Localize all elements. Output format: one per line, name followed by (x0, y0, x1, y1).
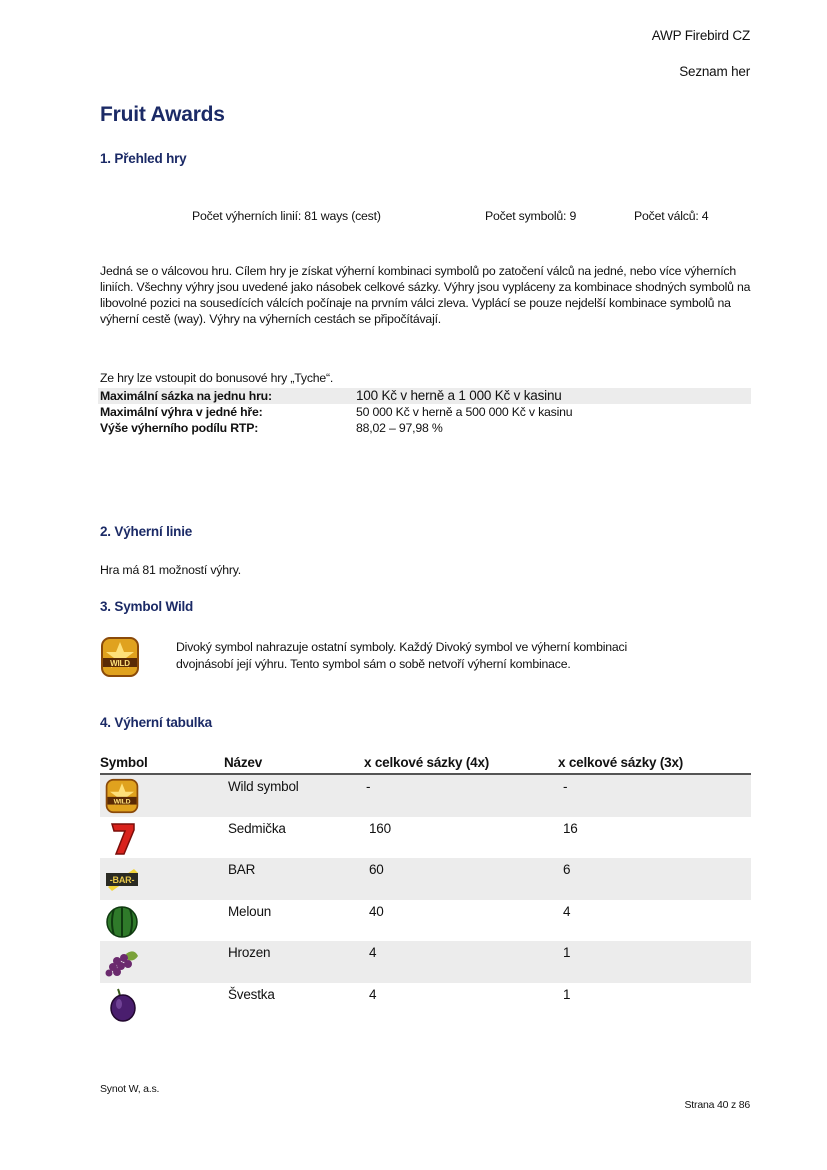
stat-reels: Počet válců: 4 (634, 209, 709, 223)
payout-4x: - (366, 779, 371, 794)
stat-lines: Počet výherních linií: 81 ways (cest) (192, 209, 381, 223)
fact-label: Maximální výhra v jedné hře: (100, 405, 263, 419)
payout-4x: 60 (369, 862, 384, 877)
table-row (100, 817, 751, 859)
fact-rtp (98, 420, 751, 436)
column-header-name: Název (224, 755, 263, 770)
payout-3x: 4 (563, 904, 571, 919)
payout-4x: 40 (369, 904, 384, 919)
payout-3x: 1 (563, 945, 571, 960)
seven-icon (104, 820, 140, 856)
payout-4x: 4 (369, 987, 377, 1002)
section-heading-wild: 3. Symbol Wild (100, 599, 194, 614)
footer-company: Synot W, a.s. (100, 1083, 160, 1095)
plum-icon (104, 986, 140, 1022)
table-row (100, 775, 751, 817)
fact-value: 100 Kč v herně a 1 000 Kč v kasinu (356, 388, 562, 403)
symbol-name: Hrozen (228, 945, 271, 960)
payout-4x: 4 (369, 945, 377, 960)
svg-text:WILD: WILD (110, 659, 130, 668)
paytable-header (100, 754, 751, 775)
symbol-name: Wild symbol (228, 779, 299, 794)
page-number: Strana 40 z 86 (684, 1099, 750, 1111)
section-heading-lines: 2. Výherní linie (100, 524, 193, 539)
symbol-name: Meloun (228, 904, 272, 919)
melon-icon (104, 903, 140, 939)
table-row (100, 900, 751, 942)
table-row (100, 941, 751, 983)
wild-description-line: Divoký symbol nahrazuje ostatní symboly. Každý Divoký symbol ve výherní kombinaci (176, 640, 628, 654)
wild-icon (104, 778, 140, 814)
payout-3x: 1 (563, 987, 571, 1002)
fact-value: 50 000 Kč v herně a 500 000 Kč v kasinu (356, 405, 573, 419)
section-heading-paytable: 4. Výherní tabulka (100, 715, 212, 730)
fact-max-bet (98, 388, 751, 404)
header-company: AWP Firebird CZ (651, 28, 750, 43)
bonus-text: Ze hry lze vstoupit do bonusové hry „Tyche“. (100, 371, 334, 385)
fact-value: 88,02 – 97,98 % (356, 421, 443, 435)
header-subtitle: Seznam her (679, 64, 750, 79)
payout-4x: 160 (369, 821, 391, 836)
column-header-x3: x celkové sázky (3x) (558, 755, 684, 770)
fact-label: Maximální sázka na jednu hru: (100, 389, 272, 403)
svg-text:WILD: WILD (113, 798, 131, 806)
lines-text: Hra má 81 možností výhry. (100, 563, 242, 577)
fact-label: Výše výherního podílu RTP: (100, 421, 259, 435)
symbol-name: BAR (228, 862, 256, 877)
payout-3x: - (563, 779, 568, 794)
payout-3x: 16 (563, 821, 578, 836)
table-row (100, 858, 751, 900)
svg-text:-BAR-: -BAR- (109, 875, 135, 885)
wild-icon (100, 636, 140, 678)
page-title: Fruit Awards (100, 103, 225, 126)
bar-icon (104, 861, 140, 897)
wild-description (176, 639, 627, 673)
column-header-x4: x celkové sázky (4x) (364, 755, 490, 770)
wild-description-line: dvojnásobí její výhru. Tento symbol sám o sobě netvoří výherní kombinace. (176, 657, 571, 671)
symbol-name: Švestka (228, 987, 275, 1002)
grapes-icon (104, 944, 140, 980)
stat-symbols: Počet symbolů: 9 (485, 209, 577, 223)
payout-3x: 6 (563, 862, 571, 877)
table-row (100, 983, 751, 1025)
column-header-symbol: Symbol (100, 755, 148, 770)
game-description: Jedná se o válcovou hru. Cílem hry je získat výherní kombinaci symbolů po zatočení válců na jedné, nebo více výherních liniích. Všechny výhry jsou uvedené jako násobek celkové sázky. Výhry jsou vypláceny za kombinace shodných symbolů na libovolné pozici na sousedících válcích počínaje na prvním válci zleva. Vyplácí se pouze nejdelší kombinace symbolů na výherní cestě (way). Výhry na výherních cestách se připočítávají. (100, 264, 751, 326)
symbol-name: Sedmička (228, 821, 286, 836)
section-heading-overview: 1. Přehled hry (100, 151, 187, 166)
fact-max-win (98, 404, 751, 420)
